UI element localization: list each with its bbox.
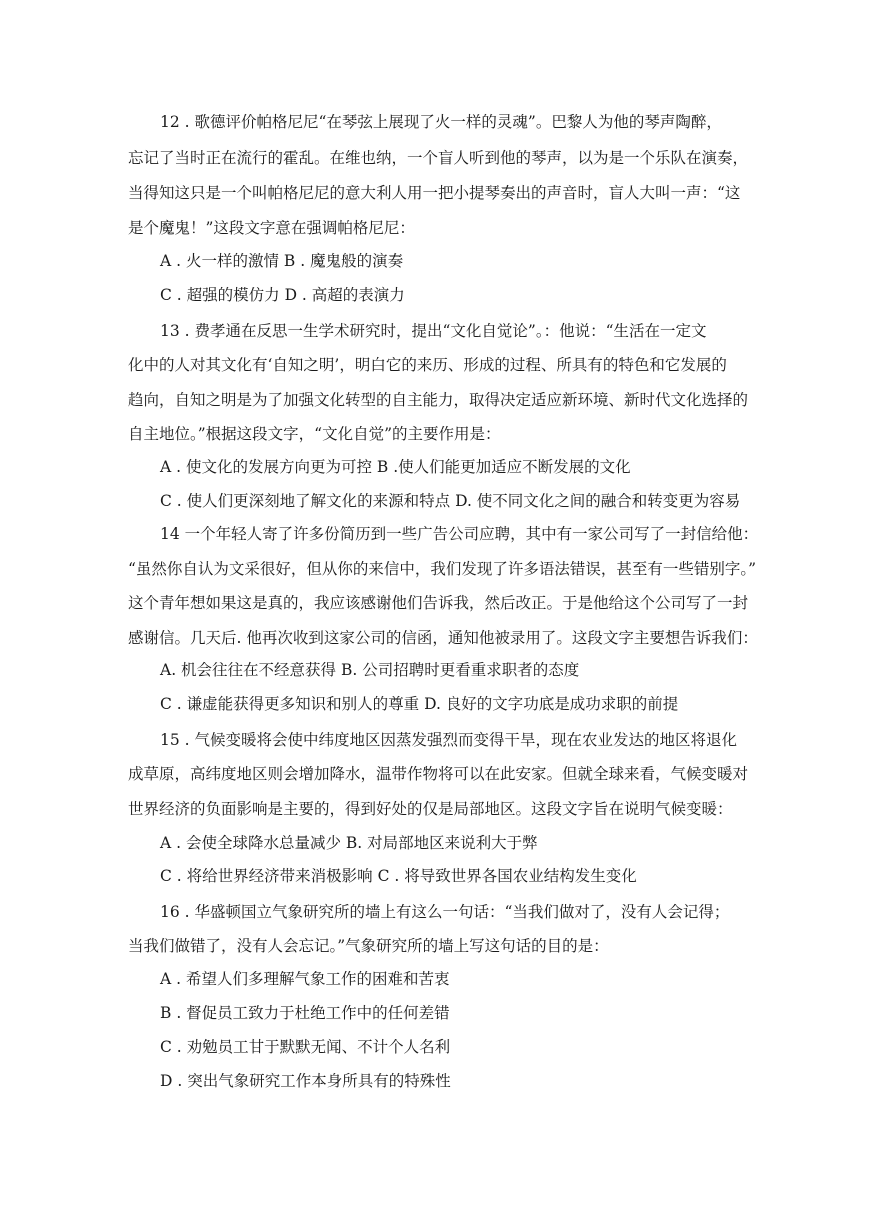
q16-line-1: 16 . 华盛顿国立气象研究所的墙上有这么一句话：“当我们做对了，没有人会记得；: [160, 903, 730, 921]
q13-line-2: 化中的人对其文化有‘自知之明’，明白它的来历、形成的过程、所具有的特色和它发展的: [128, 356, 727, 374]
q16-option-b: B . 督促员工致力于杜绝工作中的任何差错: [160, 1004, 450, 1022]
q15-line-3: 世界经济的负面影响是主要的，得到好处的仅是局部地区。这段文字旨在说明气候变暖：: [128, 800, 733, 818]
q13-options-1: A . 使文化的发展方向更为可控 B .使人们能更加适应不断发展的文化: [160, 458, 631, 476]
q12-line-4: 是个魔鬼！”这段文字意在强调帕格尼尼：: [128, 219, 415, 237]
q12-line-1: 12 . 歌德评价帕格尼尼“在琴弦上展现了火一样的灵魂”。巴黎人为他的琴声陶醉，: [160, 113, 722, 131]
q14-line-2: “虽然你自认为文采很好，但从你的来信中，我们发现了许多语法错误，甚至有一些错别字。”: [128, 560, 757, 578]
q16-option-d: D . 突出气象研究工作本身所具有的特殊性: [160, 1072, 451, 1090]
q15-line-2: 成草原，高纬度地区则会增加降水，温带作物将可以在此安家。但就全球来看，气候变暖对: [128, 765, 749, 783]
q13-line-4: 自主地位。”根据这段文字，“文化自觉”的主要作用是：: [128, 425, 501, 443]
q14-line-1: 14 一个年轻人寄了许多份简历到一些广告公司应聘，其中有一家公司写了一封信给他：: [160, 525, 759, 543]
q15-options-1: A . 会使全球降水总量减少 B. 对局部地区来说利大于弊: [160, 834, 538, 852]
q14-line-3: 这个青年想如果这是真的，我应该感谢他们告诉我，然后改正。于是他给这个公司写了一封: [128, 594, 749, 612]
q16-line-2: 当我们做错了，没有人会忘记。”气象研究所的墙上写这句话的目的是：: [128, 937, 609, 955]
q16-option-c: C . 劝勉员工甘于默默无闻、不计个人名利: [160, 1038, 451, 1056]
q12-line-3: 当得知这只是一个叫帕格尼尼的意大利人用一把小提琴奏出的声音时，盲人大叫一声：“这: [128, 184, 741, 202]
q16-option-a: A . 希望人们多理解气象工作的困难和苦衷: [160, 970, 450, 988]
q13-line-3: 趋向，自知之明是为了加强文化转型的自主能力，取得决定适应新环境、新时代文化选择的: [128, 391, 749, 409]
q14-options-1: A. 机会往往在不经意获得 B. 公司招聘时更看重求职者的态度: [160, 661, 580, 679]
q14-line-4: 感谢信。几天后. 他再次收到这家公司的信函，通知他被录用了。这段文字主要想告诉我们：: [128, 629, 758, 647]
q12-options-1: A . 火一样的激情 B . 魔鬼般的演奏: [160, 252, 404, 270]
q15-line-1: 15 . 气候变暖将会使中纬度地区因蒸发强烈而变得干旱，现在农业发达的地区将退化: [160, 731, 738, 749]
q14-options-2: C . 谦虚能获得更多知识和别人的尊重 D. 良好的文字功底是成功求职的前提: [160, 695, 679, 713]
q12-line-2: 忘记了当时正在流行的霍乱。在维也纳，一个盲人听到他的琴声，以为是一个乐队在演奏，: [128, 149, 749, 167]
q15-options-2: C . 将给世界经济带来消极影响 C . 将导致世界各国农业结构发生变化: [160, 867, 637, 885]
q13-line-1: 13 . 费孝通在反思一生学术研究时，提出“文化自觉论”。：他说：“生活在一定文: [160, 322, 707, 340]
q13-options-2: C . 使人们更深刻地了解文化的来源和特点 D. 使不同文化之间的融合和转变更为容易: [160, 492, 741, 510]
q12-options-2: C . 超强的模仿力 D . 高超的表演力: [160, 286, 405, 304]
